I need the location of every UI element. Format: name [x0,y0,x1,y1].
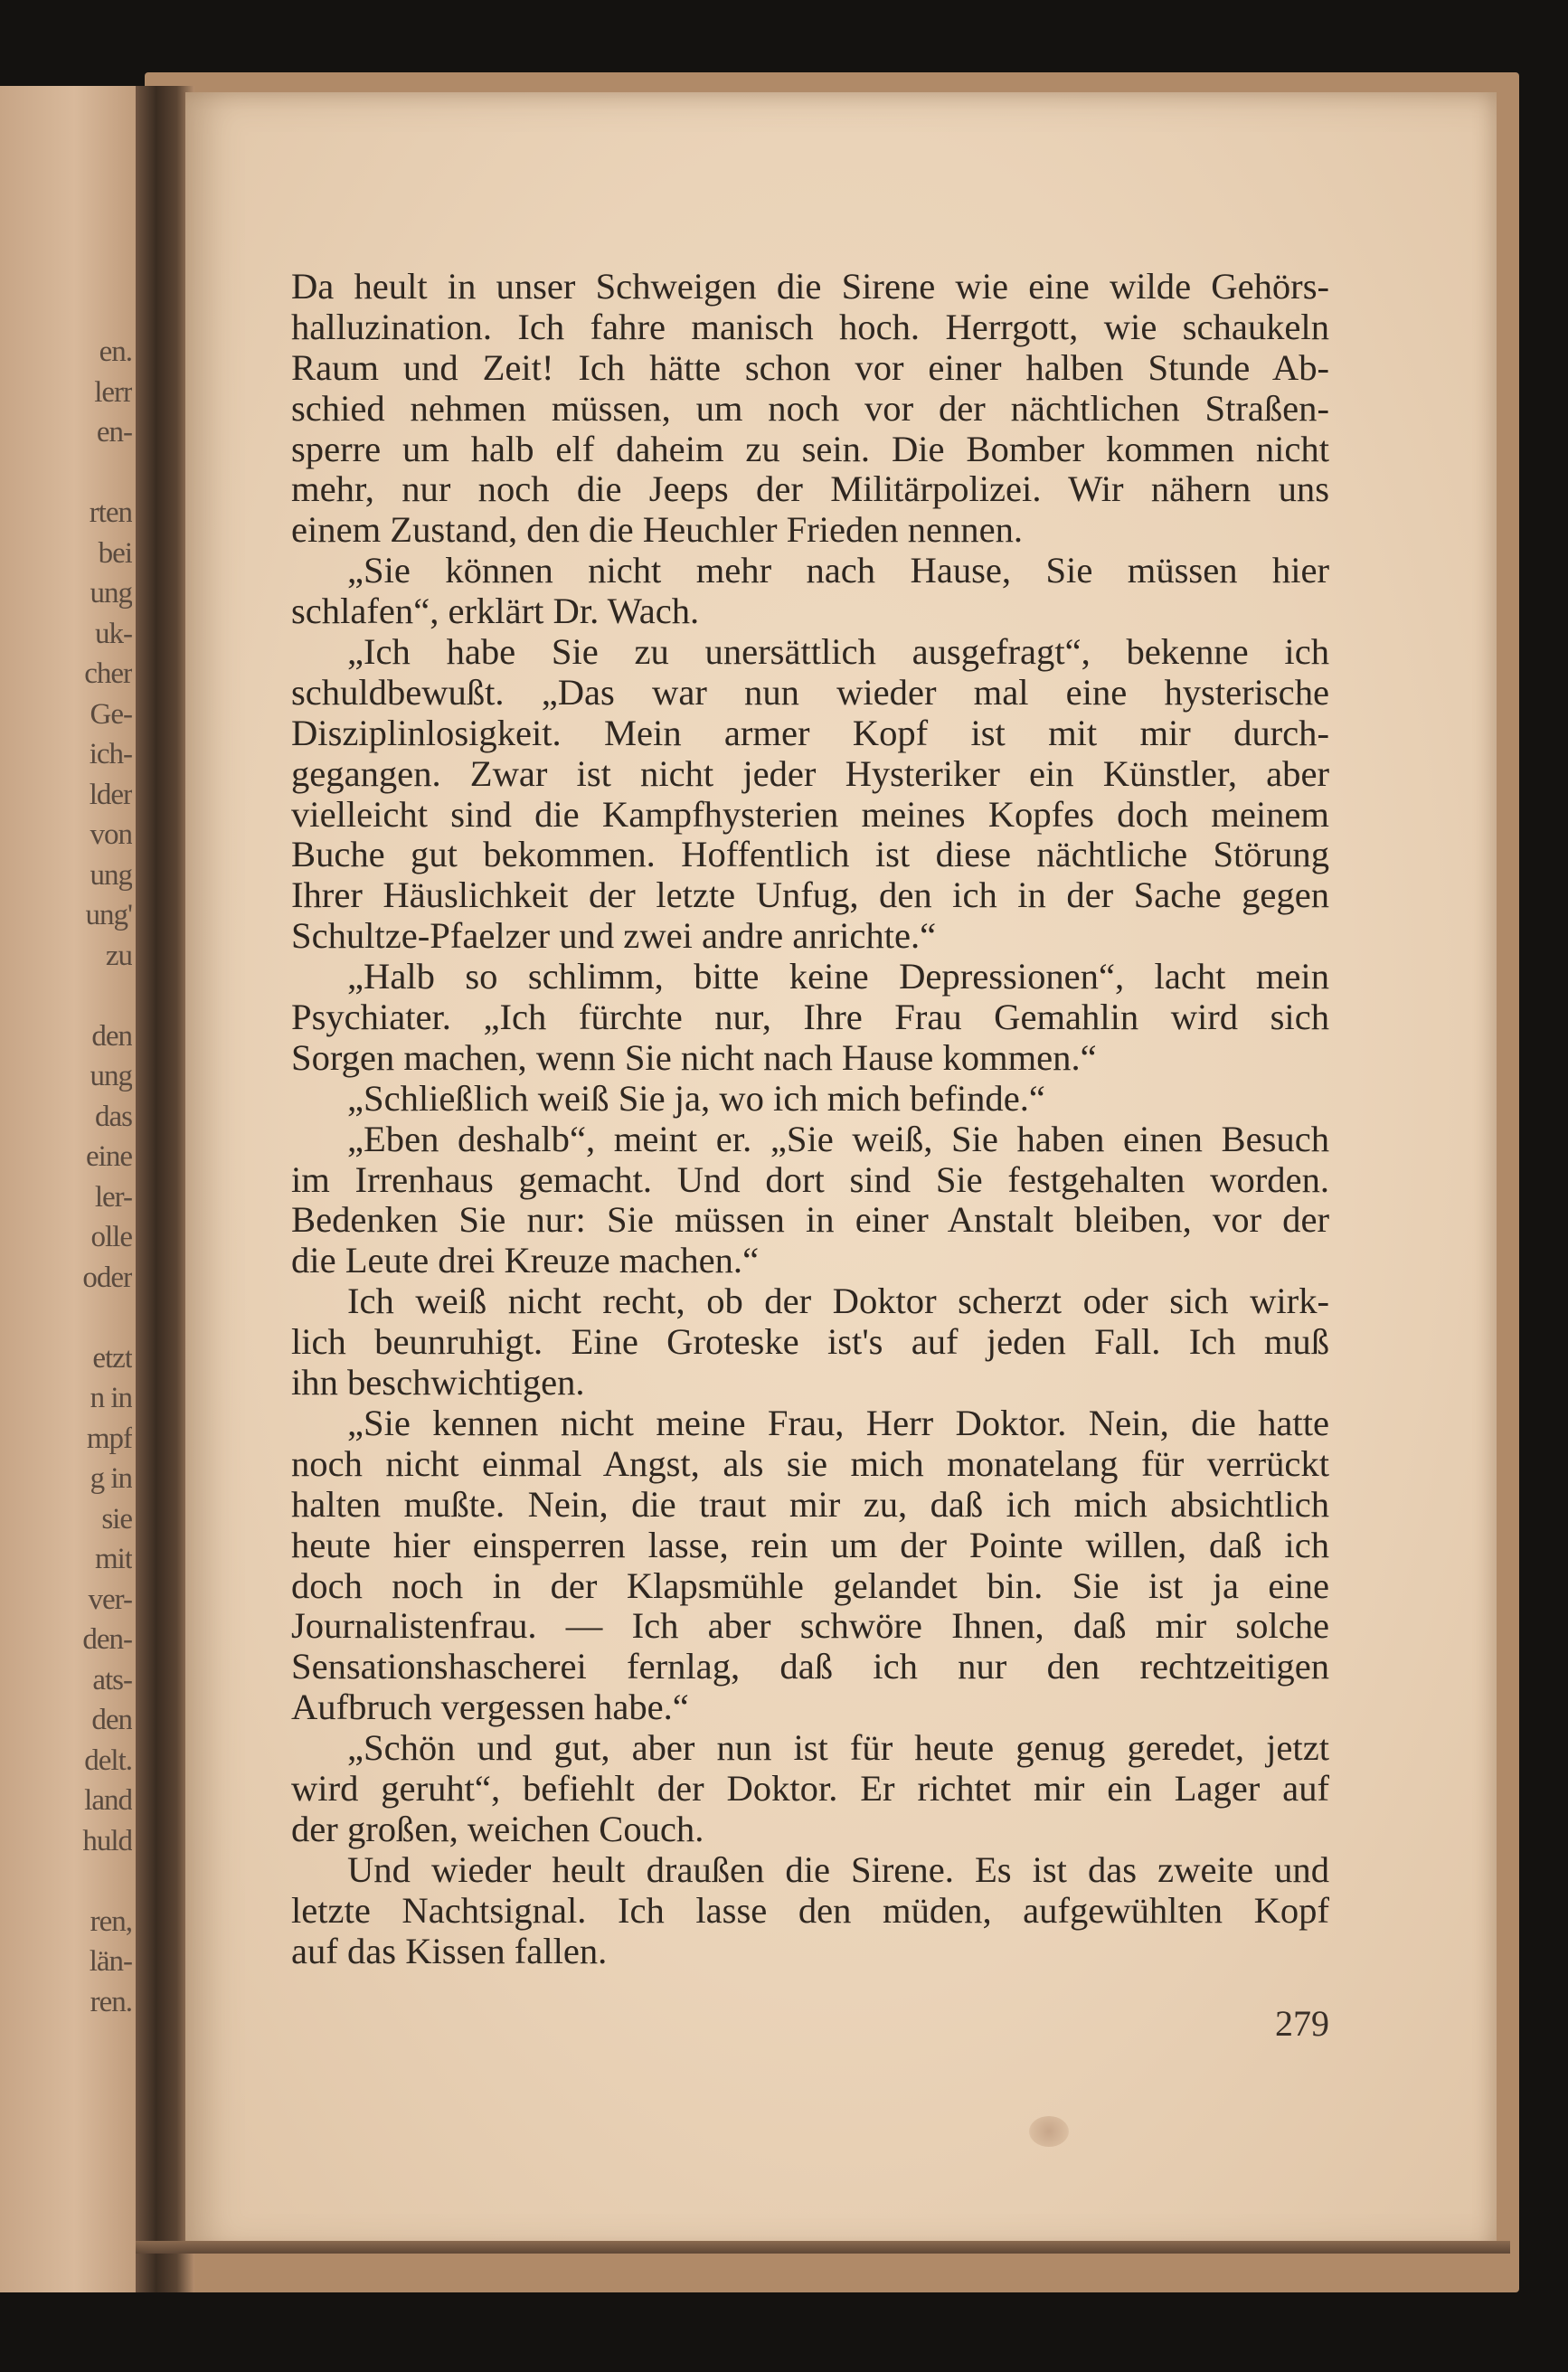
page-bottom-edge [136,2241,1510,2254]
text-line: im Irrenhaus gemacht. Und dort sind Sie festgehalten worden. [291,1158,1329,1200]
left-page-fragment: rten [89,496,132,529]
left-page-fragment: ats- [92,1663,132,1696]
text-line: schlafen“, erklärt Dr. Wach. [291,591,700,632]
left-page-fragment: sie [101,1502,132,1536]
left-page [0,86,136,2292]
left-page-fragment: ung [90,858,132,892]
left-page-fragment [0,1861,132,1902]
left-page-fragment: ren. [90,1985,132,2018]
text-line: Sensationshascherei fernlag, daß ich nur den rechtzeitigen [291,1646,1329,1687]
left-page-fragment: von [90,818,132,851]
text-line: „Sie können nicht mehr nach Hause, Sie müssen hier [347,550,1329,591]
text-line: Ich weiß nicht recht, ob der Doktor scherzt oder sich wirk- [347,1281,1329,1322]
left-page-fragment: delt. [84,1744,132,1777]
left-page-fragment: etzt [92,1341,132,1375]
text-line: doch noch in der Klapsmühle gelandet bin. Sie ist ja eine [291,1564,1329,1606]
left-page-fragment: ver- [88,1583,132,1616]
left-page-fragment: zu [105,939,132,972]
text-line: letzte Nachtsignal. Ich lasse den müden, aufgewühlten Kopf [291,1889,1329,1931]
text-line: schied nehmen müssen, um noch vor der nächtlichen Straßen- [291,387,1329,429]
text-line: Und wieder heult draußen die Sirene. Es ist das zweite und [347,1848,1329,1890]
left-page-fragment: den [91,1704,132,1736]
left-page-fragment: den- [82,1623,132,1656]
text-line: heute hier einsperren lasse, rein um der Pointe willen, daß ich [291,1524,1329,1565]
left-page-fragment: uk- [95,617,132,650]
text-line: wird geruht“, befiehlt der Doktor. Er richtet mir ein Lager auf [291,1767,1329,1809]
left-page-fragment [0,976,132,1016]
text-line: der großen, weichen Couch. [291,1808,704,1849]
text-line: Raum und Zeit! Ich hätte schon vor einer halben Stunde Ab- [291,346,1329,388]
left-page-fragment: ung' [85,899,132,931]
text-line: auf das Kissen fallen. [291,1930,608,1971]
left-page-fragment: en- [96,416,132,449]
text-line: Disziplinlosigkeit. Mein armer Kopf ist mit mir durch- [291,712,1329,753]
left-page-fragment: ung [90,577,132,610]
page-number: 279 [1275,2003,1329,2044]
left-page-fragment: län- [89,1945,132,1978]
left-page-fragment: ler- [94,1180,132,1214]
text-line: „Schön und gut, aber nun ist für heute genug geredet, jetzt [347,1727,1329,1769]
text-line: sperre um halb elf daheim zu sein. Die Bomber kommen nicht [291,428,1329,469]
left-page-fragment: eine [86,1140,132,1173]
text-line: halten mußte. Nein, die traut mir zu, daß ich mich absichtlich [291,1483,1329,1525]
left-page-fragment: ich- [89,738,132,770]
text-line: mehr, nur noch die Jeeps der Militärpolizei. Wir nähern uns [291,468,1329,510]
left-page-fragment: mpf [86,1422,132,1455]
left-page-fragment: den [91,1019,132,1053]
left-page-fragment: olle [90,1221,132,1253]
text-line: Da heult in unser Schweigen die Sirene wie eine wilde Gehörs- [291,266,1329,307]
left-page-fragment [0,1298,132,1338]
text-line: Bedenken Sie nur: Sie müssen in einer Anstalt bleiben, vor der [291,1199,1329,1241]
text-line: die Leute drei Kreuze machen.“ [291,1240,760,1281]
text-line: Ihrer Häuslichkeit der letzte Unfug, den ich in der Sache gegen [291,874,1329,916]
text-line: lich beunruhigt. Eine Groteske ist's auf jeden Fall. Ich muß [291,1321,1329,1363]
left-page-fragment [0,453,132,494]
left-page-fragment: g in [90,1462,132,1495]
left-page-fragment: das [95,1100,132,1133]
text-line: „Eben deshalb“, meint er. „Sie weiß, Sie haben einen Besuch [347,1118,1329,1159]
left-page-fragment: lder [89,778,132,811]
text-line: vielleicht sind die Kampfhysterien meines Kopfes doch meinem [291,793,1329,835]
left-page-fragment: ung [90,1060,132,1092]
text-line: noch nicht einmal Angst, als sie mich monatelang für verrückt [291,1442,1329,1484]
paper-stain [1029,2116,1069,2147]
left-page-fragment: en. [99,335,132,368]
text-line: halluzination. Ich fahre manisch hoch. Herrgott, wie schaukeln [291,306,1329,347]
left-page-fragment: land [84,1784,132,1817]
text-line: Journalistenfrau. — Ich aber schwöre Ihnen, daß mir solche [291,1605,1329,1647]
text-line: einem Zustand, den die Heuchler Frieden nennen. [291,509,1024,551]
left-page-fragment: n in [90,1382,132,1414]
text-line: Psychiater. „Ich fürchte nur, Ihre Frau Gemahlin wird sich [291,997,1329,1038]
left-page-fragment: oder [82,1261,132,1294]
text-line: schuldbewußt. „Das war nun wieder mal eine hysterische [291,671,1329,713]
left-page-fragment: lerr [94,375,132,409]
text-line: ihn beschwichtigen. [291,1362,585,1403]
left-page-fragment: bei [98,536,132,570]
left-page-fragment: huld [82,1824,132,1857]
text-line: gegangen. Zwar ist nicht jeder Hysteriker ein Künstler, aber [291,752,1329,794]
text-line: Aufbruch vergessen habe.“ [291,1687,689,1728]
text-line: „Schließlich weiß Sie ja, wo ich mich befinde.“ [347,1077,1045,1119]
left-page-fragment: cher [84,657,132,690]
text-line: Sorgen machen, wenn Sie nicht nach Hause kommen.“ [291,1036,1097,1078]
page-body-text [291,267,1329,1971]
text-line: „Sie kennen nicht meine Frau, Herr Doktor. Nein, die hatte [347,1402,1329,1443]
left-page-fragment: Ge- [90,697,132,731]
text-line: „Ich habe Sie zu unersättlich ausgefragt“, bekenne ich [347,631,1329,673]
text-line: „Halb so schlimm, bitte keine Depressionen“, lacht mein [347,956,1329,997]
text-line: Buche gut bekommen. Hoffentlich ist diese nächtliche Störung [291,834,1329,875]
left-page-fragment: ren, [90,1904,132,1938]
left-page-text-fragments [0,332,132,2022]
left-page-fragment: mit [94,1543,132,1575]
text-line: Schultze-Pfaelzer und zwei andre anrichte.“ [291,915,937,957]
